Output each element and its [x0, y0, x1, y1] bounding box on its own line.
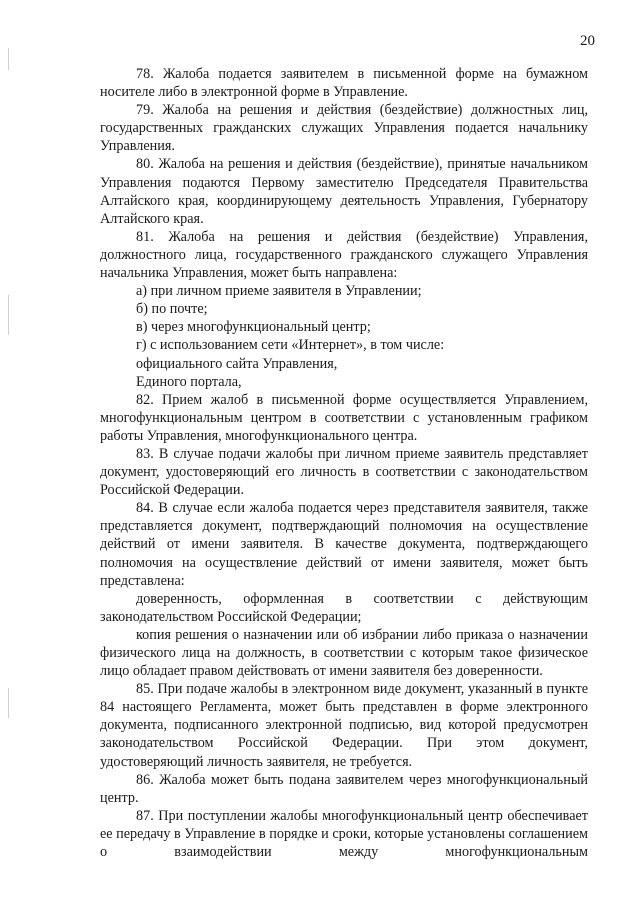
paragraph-78: 78. Жалоба подается заявителем в письменной форме на бумажном носителе либо в электронной форме в Управление.: [100, 66, 588, 101]
paragraph-86: 86. Жалоба может быть подана заявителем через многофункциональный центр.: [100, 771, 588, 806]
list-item-b: б) по почте;: [136, 301, 208, 318]
paragraph-84-decision-copy: копия решения о назначении или об избрании либо приказа о назначении физического лица на должность, в соответствии с которым такое физическое лицо обладает правом действовать от имени заявителя без доверенности.: [100, 626, 588, 680]
scan-mark: [8, 688, 9, 718]
list-item-g: г) с использованием сети «Интернет», в том числе:: [136, 337, 445, 354]
paragraph-79: 79. Жалоба на решения и действия (бездействие) должностных лиц, государственных гражданских служащих Управления подается начальнику Управления.: [100, 102, 588, 155]
list-subitem-unified-portal: Единого портала,: [136, 373, 242, 390]
paragraph-82: 82. Прием жалоб в письменной форме осуществляется Управлением, многофункциональным центром в соответствии с установленным графиком работы Управления, многофункционального центра.: [100, 391, 588, 444]
page-number: 20: [580, 33, 595, 49]
paragraph-84-power-of-attorney: доверенность, оформленная в соответствии с действующим законодательством Российской Федерации;: [100, 590, 588, 625]
paragraph-83: 83. В случае подачи жалобы при личном приеме заявитель представляет документ, удостоверяющий его личность в соответствии с законодательством Российской Федерации.: [100, 445, 588, 499]
scan-edge-marks: [8, 40, 10, 890]
paragraph-85: 85. При подаче жалобы в электронном виде документ, указанный в пункте 84 настоящего Регламента, может быть представлен в форме электронного документа, подписанного электронной подписью, вид которой предусмотрен законодательством Российской Федерации. При этом документ, удостоверяющий личность заявителя, не требуется.: [100, 681, 588, 770]
list-item-a: а) при личном приеме заявителя в Управлении;: [136, 283, 422, 300]
scan-mark: [8, 295, 9, 335]
paragraph-81: 81. Жалоба на решения и действия (бездействие) Управления, должностного лица, государственного гражданского служащего Управления начальника Управления, может быть направлена:: [100, 228, 588, 282]
document-body: [100, 65, 588, 861]
paragraph-87: 87. При поступлении жалобы многофункциональный центр обеспечивает ее передачу в Управление в порядке и сроки, которые установлены соглашением о взаимодействии между многофункциональным: [100, 807, 588, 861]
scan-mark: [8, 48, 9, 70]
list-item-v: в) через многофункциональный центр;: [136, 319, 371, 336]
paragraph-84: 84. В случае если жалоба подается через представителя заявителя, также представляется документ, подтверждающий полномочия на осуществление действий от имени заявителя. В качестве документа, подтверждающего полномочия на осуществление действий от имени заявителя, может быть представлена:: [100, 500, 588, 589]
paragraph-80: 80. Жалоба на решения и действия (бездействие), принятые начальником Управления подаются Первому заместителю Председателя Правительства Алтайского края, координирующему деятельность Управления, Губернатору Алтайского края.: [100, 156, 588, 227]
list-subitem-official-site: официального сайта Управления,: [136, 355, 338, 372]
